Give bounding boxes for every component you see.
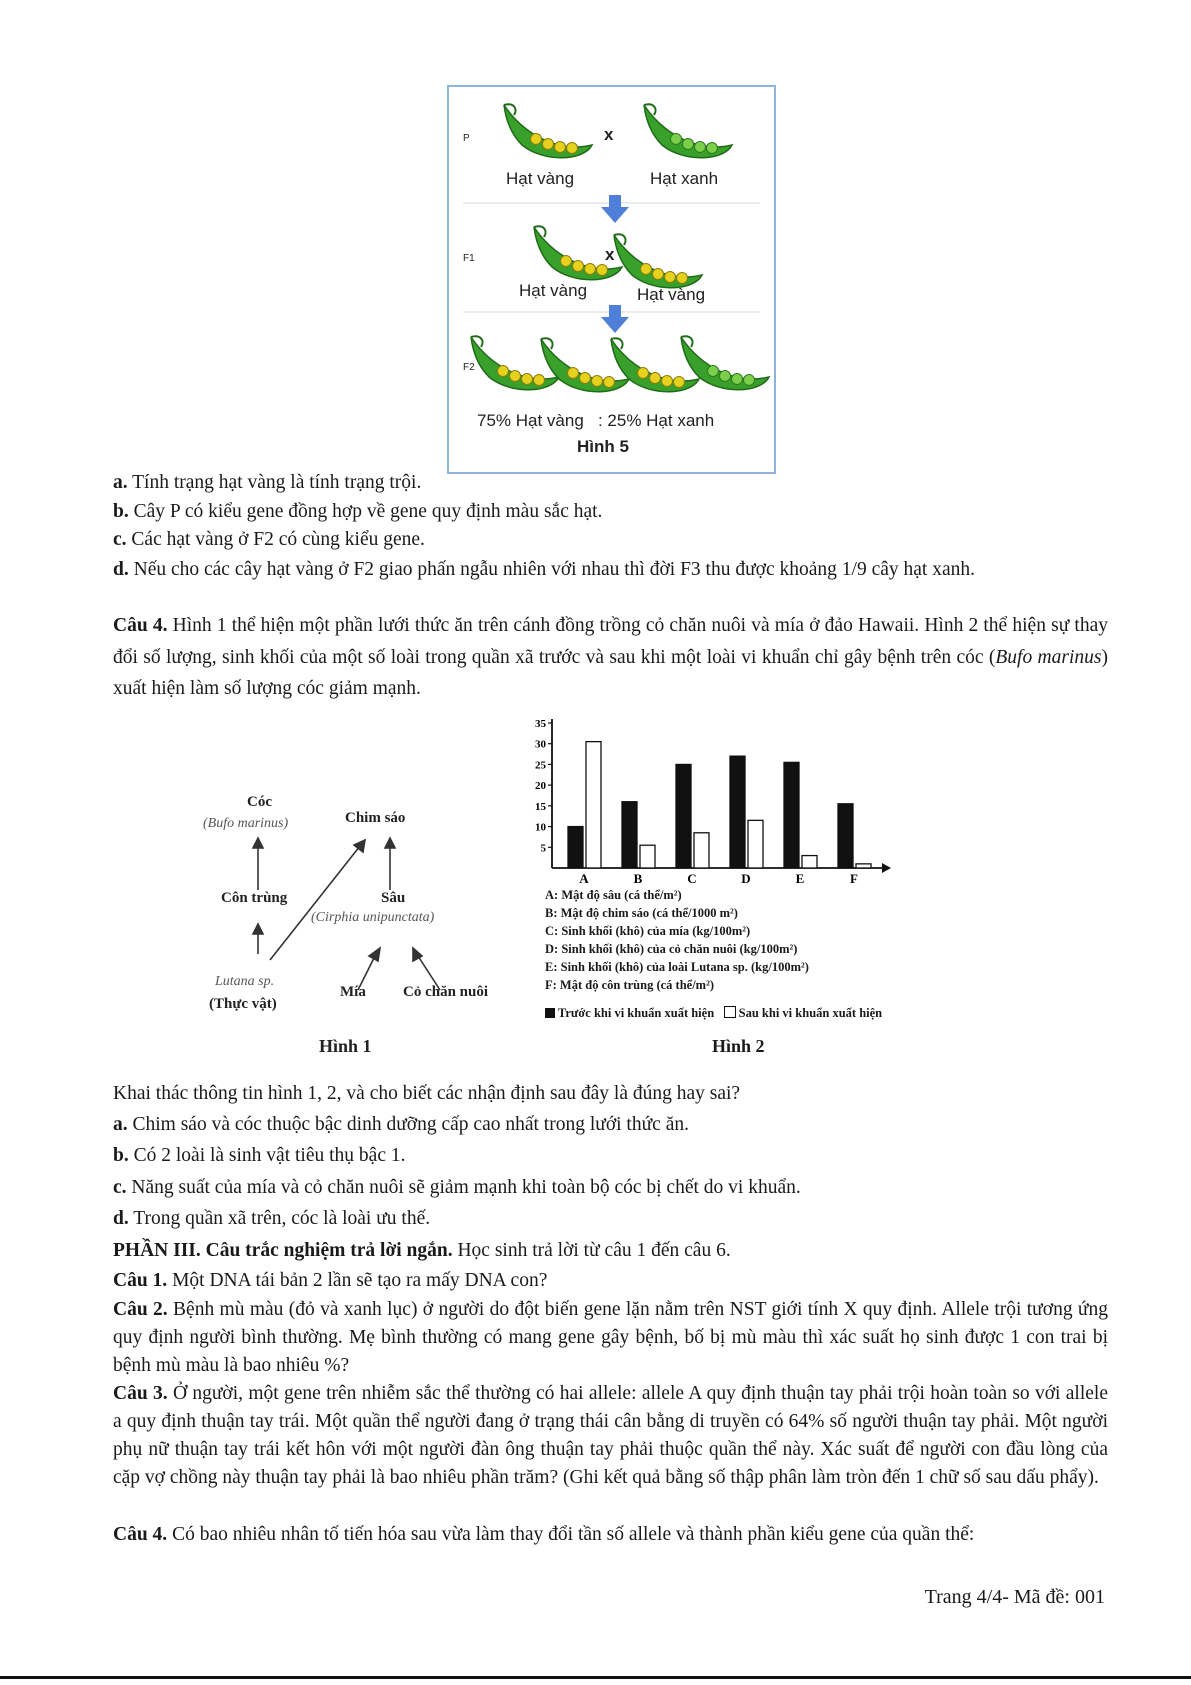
chart-series-legend xyxy=(545,1006,882,1021)
figure-1-caption: Hình 1 xyxy=(319,1036,372,1056)
x-tick-label: B xyxy=(633,871,643,883)
part-3-question-3: Câu 3. Ở người, một gene trên nhiễm sắc thể thường có hai allele: allele A quy định thuận tay phải trội hoàn toàn so với allele a quy định thuận tay trái. Một quần thể người đang ở trạng thái cân bằng di truyền có 64% số người thuận tay phải. Một người phụ nữ thuận tay trái kết hôn với một người đàn ông thuận tay phải thuộc quần thể này. Xác suất để người con đầu lòng của cặp vợ chồng này thuận tay phải là bao nhiêu phần trăm? (Ghi kết quả bằng số thập phân làm tròn đến 1 chữ số sau dấu phẩy). xyxy=(113,1383,1108,1488)
chart-legend-desc-f: F: Mật độ côn trùng (cá thể/m²) xyxy=(545,978,714,992)
node-lutana: Lutana sp. xyxy=(215,974,275,989)
node-mia: Mía xyxy=(340,984,366,1000)
figure-5 xyxy=(447,85,776,474)
bar-before xyxy=(568,827,583,868)
f2-ratio-label: 75% Hạt vàng : 25% Hạt xanh xyxy=(477,411,715,430)
y-tick-label: 15 xyxy=(535,800,546,813)
bar-before xyxy=(676,764,691,868)
statement-b: b. Cây P có kiểu gene đồng hợp về gene quy định màu sắc hạt. xyxy=(113,501,603,522)
bar-after xyxy=(748,820,763,868)
pea-pod-yellow-icon xyxy=(471,336,559,389)
node-co-chan-nuoi: Cỏ chăn nuôi xyxy=(403,984,489,1000)
node-sau: Sâu xyxy=(381,890,406,906)
f1-left-label: Hạt vàng xyxy=(519,281,588,300)
chart-legend-desc-c: C: Sinh khối (khô) của mía (kg/100m²) xyxy=(545,924,751,938)
arrow-down-icon xyxy=(601,317,629,333)
question-4-intro: Khai thác thông tin hình 1, 2, và cho biết các nhận định sau đây là đúng hay sai? xyxy=(113,1083,741,1104)
p-right-label: Hạt xanh xyxy=(650,169,719,188)
bar-before xyxy=(730,756,745,868)
y-tick-label: 25 xyxy=(535,759,546,772)
x-tick-label: E xyxy=(795,871,805,883)
p-left-label: Hạt vàng xyxy=(506,169,575,188)
part-3-heading: PHẦN III. Câu trắc nghiệm trả lời ngắn. Học sinh trả lời từ câu 1 đến câu 6. xyxy=(113,1240,731,1261)
bar-after xyxy=(856,864,871,868)
chart-legend-desc-b: B: Mật độ chim sáo (cá thể/1000 m²) xyxy=(545,906,738,920)
bar-before xyxy=(622,802,637,868)
x-tick-label: C xyxy=(687,871,697,883)
part-3-question-4: Câu 4. Có bao nhiêu nhân tố tiến hóa sau vừa làm thay đổi tần số allele và thành phần kiểu gene của quần thể: xyxy=(113,1524,975,1545)
x-axis-arrow-icon xyxy=(882,863,891,873)
q4-statement-b: b. Có 2 loài là sinh vật tiêu thụ bậc 1. xyxy=(113,1145,406,1166)
statement-d: d. Nếu cho các cây hạt vàng ở F2 giao phấn ngẫu nhiên với nhau thì đời F3 thu được khoảng 1/9 cây hạt xanh. xyxy=(113,559,975,580)
pea-pod-yellow-icon xyxy=(614,234,702,287)
y-tick-label: 20 xyxy=(535,780,546,793)
y-tick-label: 35 xyxy=(535,718,546,730)
node-con-trung: Côn trùng xyxy=(221,890,288,906)
bar-before xyxy=(784,762,799,868)
question-4-text: Câu 4. Hình 1 thể hiện một phần lưới thức ăn trên cánh đồng trồng cỏ chăn nuôi và mía ở đảo Hawaii. Hình 2 thể hiện sự thay đổi số lượng, sinh khối của một số loài trong quần xã trước và sau khi một loài vi khuẩn chỉ gây bệnh trên cóc (Bufo marinus) xuất hiện làm số lượng cóc giảm mạnh. xyxy=(113,615,1108,699)
bottom-rule xyxy=(0,1676,1191,1679)
figure-2-caption: Hình 2 xyxy=(712,1036,765,1056)
node-sau-sci: (Cirphia unipunctata) xyxy=(311,910,435,925)
figure-5-caption: Hình 5 xyxy=(577,437,629,456)
node-thuc-vat: (Thực vật) xyxy=(209,996,277,1012)
x-tick-label: D xyxy=(741,871,751,883)
figure-1-food-web xyxy=(195,780,525,1056)
bar-after xyxy=(802,856,817,868)
legend-label-after: Sau khi vi khuẩn xuất hiện xyxy=(738,1006,883,1020)
f1-right-label: Hạt vàng xyxy=(637,285,706,304)
q4-statement-d: d. Trong quần xã trên, cóc là loài ưu thế. xyxy=(113,1208,431,1229)
node-chim-sao: Chim sáo xyxy=(345,810,406,826)
bar-after xyxy=(586,742,601,868)
figure-2-bar-chart xyxy=(530,708,910,883)
cross-symbol: x xyxy=(604,125,614,144)
generation-p-label: P xyxy=(463,133,470,144)
part-3-question-1: Câu 1. Một DNA tái bản 2 lần sẽ tạo ra mấy DNA con? xyxy=(113,1270,548,1291)
chart-legend-desc-a: A: Mật độ sâu (cá thể/m²) xyxy=(545,888,682,902)
page-footer: Trang 4/4- Mã đề: 001 xyxy=(924,1586,1105,1608)
node-coc: Cóc xyxy=(247,794,272,810)
pea-pod-yellow-icon xyxy=(504,104,592,157)
x-tick-label: A xyxy=(579,871,589,883)
node-coc-sci: (Bufo marinus) xyxy=(203,816,289,831)
generation-f1-label: F1 xyxy=(463,253,475,264)
pea-pod-green-icon xyxy=(644,104,732,157)
cross-symbol: x xyxy=(605,245,615,264)
legend-swatch-before xyxy=(545,1008,555,1018)
statement-a: a. Tính trạng hạt vàng là tính trạng trội. xyxy=(113,472,422,493)
statement-c: c. Các hạt vàng ở F2 có cùng kiểu gene. xyxy=(113,529,425,550)
bar-before xyxy=(838,804,853,868)
q4-statement-a: a. Chim sáo và cóc thuộc bậc dinh dưỡng cấp cao nhất trong lưới thức ăn. xyxy=(113,1114,689,1135)
x-tick-label: F xyxy=(850,871,858,883)
arrow-down-icon xyxy=(601,207,629,223)
y-tick-label: 30 xyxy=(535,738,546,751)
legend-label-before: Trước khi vi khuẩn xuất hiện xyxy=(557,1006,715,1020)
q4-statement-c: c. Năng suất của mía và cỏ chăn nuôi sẽ giảm mạnh khi toàn bộ cóc bị chết do vi khuẩn. xyxy=(113,1177,801,1198)
generation-f2-label: F2 xyxy=(463,362,475,373)
legend-swatch-after xyxy=(724,1006,736,1018)
y-tick-label: 5 xyxy=(540,842,546,855)
part-3-question-2: Câu 2. Bệnh mù màu (đỏ và xanh lục) ở người do đột biến gene lặn nằm trên NST giới tính X quy định. Allele trội tương ứng quy định người bình thường. Mẹ bình thường có mang gene gây bệnh, bố bị mù màu thì xác suất họ sinh được 1 con trai bị bệnh mù màu là bao nhiêu %? xyxy=(113,1299,1108,1376)
chart-legend-desc-e: E: Sinh khối (khô) của loài Lutana sp. (kg/100m²) xyxy=(545,960,809,974)
chart-legend-desc-d: D: Sinh khối (khô) của cỏ chăn nuôi (kg/100m²) xyxy=(545,942,798,956)
bar-after xyxy=(694,833,709,868)
y-tick-label: 10 xyxy=(535,821,546,834)
bar-after xyxy=(640,845,655,868)
